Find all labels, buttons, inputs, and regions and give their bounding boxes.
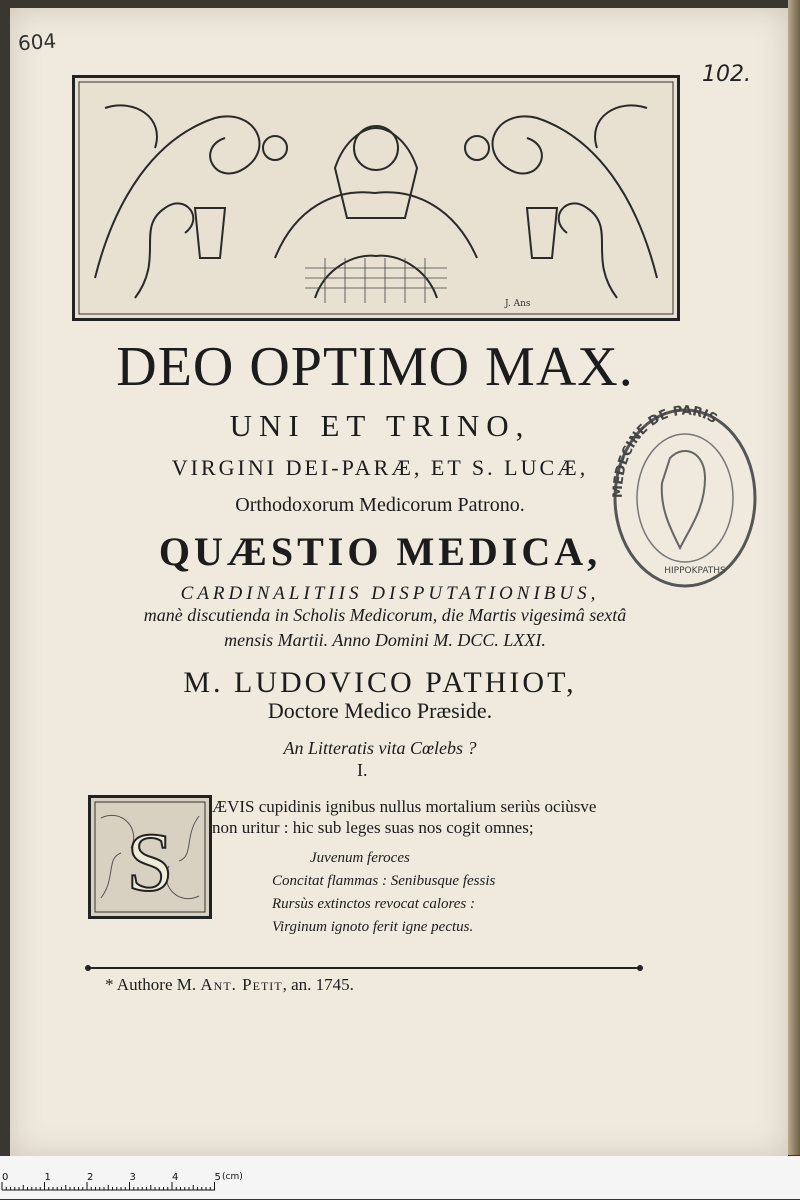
footnote-rule [88, 967, 640, 969]
dedication-line-4: Orthodoxorum Medicorum Patrono. [235, 494, 525, 516]
folio-number: 102. [702, 62, 751, 87]
stamp-top-text: MEDECINE DE PARIS [610, 403, 720, 499]
body-line-1: ÆVIS cupidinis ignibus nullus mortalium seriùs ociùsve [212, 797, 597, 816]
ruler-label: 4 [172, 1172, 179, 1183]
stamp-bottom-text: HIPPOKPATHS [664, 566, 726, 576]
footnote-author: Ant. Petit [200, 975, 283, 994]
headpiece-ornament [72, 75, 680, 321]
quaestio-line-2: manè discutienda in Scholis Medicorum, die Martis vigesimâ sextâ [143, 605, 627, 625]
ruler-label: 1 [44, 1172, 51, 1183]
dedication-line-3: VIRGINI DEI-PARÆ, ET S. LUCÆ, [171, 455, 589, 480]
footnote-prefix: * Authore M. [105, 975, 201, 994]
body-line-2: non uritur : hic sub leges suas nos cogit omnes; [212, 818, 534, 837]
quaestio-line-3: mensis Martii. Anno Domini M. DCC. LXXI. [224, 630, 546, 650]
ruler-label: 5 [214, 1172, 221, 1183]
ruler-label: 0 [2, 1172, 9, 1183]
dedication-title: DEO OPTIMO MAX. [116, 336, 634, 398]
dedication-line-2: UNI ET TRINO, [229, 408, 531, 443]
quaestio-line-1: CARDINALITIIS DISPUTATIONIBUS, [180, 583, 600, 604]
ruler-unit: (cm) [222, 1172, 243, 1182]
verse-line-3: Rursùs extinctos revocat calores : [272, 896, 476, 912]
ruler-label: 3 [129, 1172, 136, 1183]
section-number: I. [357, 760, 368, 780]
verse-line-2: Concitat flammas : Senibusque fessis [272, 873, 496, 889]
question-text: An Litteratis vita Cœlebs ? [283, 738, 477, 758]
page-edge [788, 0, 800, 1155]
footnote [105, 975, 354, 995]
library-stamp [600, 398, 765, 593]
quaestio-heading: QUÆSTIO MEDICA, [158, 529, 602, 574]
handwritten-note: 604 [17, 28, 57, 56]
footnote-suffix: , an. 1745. [282, 975, 354, 994]
ornament-signature: J. Ans [505, 299, 531, 309]
drop-cap-ornament [88, 795, 212, 919]
verse-line-1: Juvenum feroces [310, 850, 410, 866]
scale-ruler [0, 1170, 243, 1196]
drop-cap-letter: S [126, 816, 174, 909]
verse-line-4: Virginum ignoto ferit igne pectus. [272, 919, 474, 935]
praeses-role: Doctore Medico Præside. [267, 698, 493, 723]
ruler-label: 2 [87, 1172, 94, 1183]
praeses-name: M. LUDOVICO PATHIOT, [183, 666, 577, 699]
